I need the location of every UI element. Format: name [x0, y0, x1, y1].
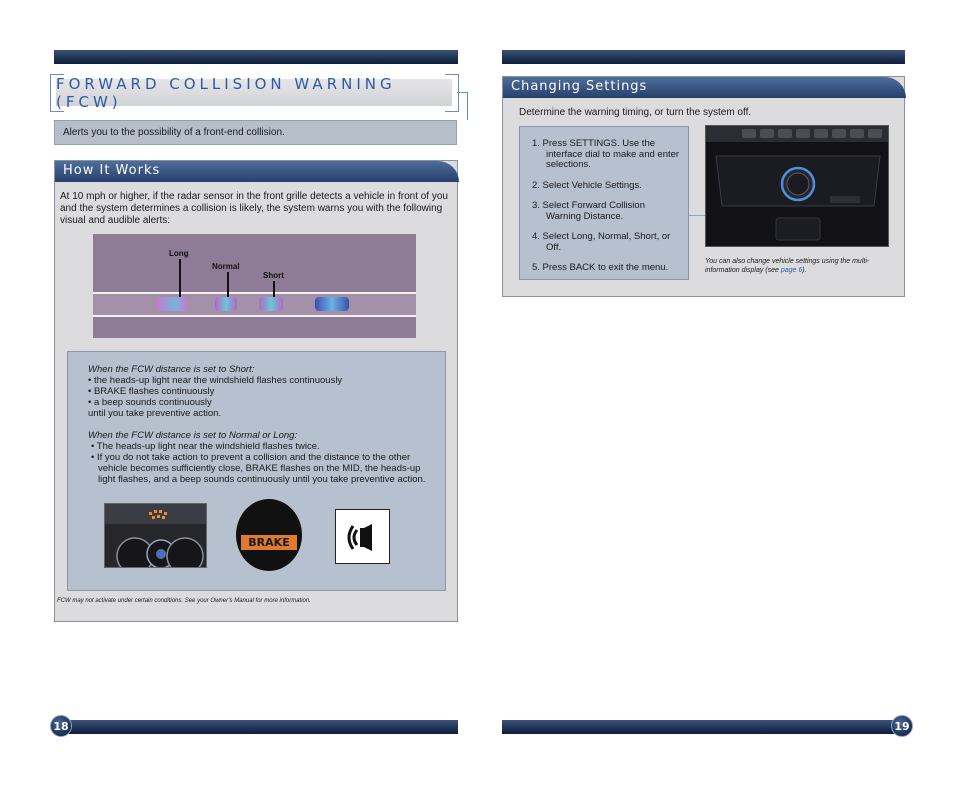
brake-label: BRAKE — [241, 535, 297, 550]
center-console-photo — [705, 125, 889, 247]
speaker-icon — [335, 509, 390, 564]
changing-settings-panel — [502, 76, 905, 297]
caption-page-link[interactable]: page 6 — [780, 267, 803, 274]
steps-list — [532, 139, 680, 274]
changing-settings-intro: Determine the warning timing, or turn the system off. — [519, 107, 752, 118]
fcw-distance-diagram — [93, 234, 416, 338]
car-long-marker — [156, 297, 188, 311]
normal-item: • The heads-up light near the windshield flashes twice. — [91, 441, 320, 452]
alerts-box — [67, 351, 446, 591]
right-page-bottom-bar — [502, 720, 900, 734]
alert-text — [88, 364, 440, 485]
how-it-works-heading: How It Works — [55, 161, 459, 182]
car-short-marker — [259, 297, 283, 311]
intro-banner: Alerts you to the possibility of a front-end collision. — [54, 120, 457, 145]
footnote: FCW may not activate under certain conditions. See your Owner’s Manual for more information. — [57, 598, 311, 604]
normal-item: • If you do not take action to prevent a collision and the distance to the other vehicle becomes sufficiently close, BRAKE flashes on the MID, the heads-up light flashes, and a beep sounds continuously until you take preventive action. — [91, 452, 426, 485]
label-normal: Normal — [212, 262, 240, 271]
brake-warning-indicator — [236, 499, 302, 571]
short-item: • BRAKE flashes continuously — [88, 386, 215, 397]
dashboard-illustration — [105, 504, 207, 568]
short-item: • the heads-up light near the windshield flashes continuously — [88, 375, 343, 386]
line-long — [179, 259, 181, 297]
left-page-bottom-bar — [58, 720, 458, 734]
short-tail: until you take preventive action. — [88, 408, 222, 419]
console-caption — [705, 257, 895, 275]
short-heading: When the FCW distance is set to Short: — [88, 364, 255, 375]
step-item: 3. Select Forward Collision Warning Distance. — [532, 200, 645, 222]
caption-text: You can also change vehicle settings using the multi-information display (see — [705, 258, 870, 274]
beep-sound-icon — [336, 510, 391, 565]
car-normal-marker — [215, 297, 237, 311]
line-normal — [227, 272, 229, 297]
lead-vehicle — [315, 297, 349, 311]
caption-text-end: ). — [802, 267, 807, 274]
short-item: • a beep sounds continuously — [88, 397, 212, 408]
step-item: 1. Press SETTINGS. Use the interface dial to make and enter selections. — [532, 138, 680, 170]
step-item: 2. Select Vehicle Settings. — [532, 179, 642, 191]
title-connector-line — [457, 92, 468, 120]
step-item: 5. Press BACK to exit the menu. — [532, 262, 669, 273]
right-page-top-bar — [502, 50, 905, 64]
page-number-left: 18 — [50, 715, 72, 737]
left-page-top-bar — [54, 50, 458, 64]
page-title-box — [56, 74, 452, 111]
steps-box — [519, 126, 689, 280]
normal-heading: When the FCW distance is set to Normal or Long: — [88, 430, 298, 441]
label-short: Short — [263, 271, 284, 280]
line-short — [273, 281, 275, 297]
page-title: FORWARD COLLISION WARNING (FCW) — [56, 74, 396, 111]
step-item: 4. Select Long, Normal, Short, or Off. — [532, 231, 671, 253]
label-long: Long — [169, 249, 189, 258]
road-lane — [93, 292, 416, 317]
how-it-works-panel — [54, 160, 458, 622]
console-illustration — [706, 126, 889, 247]
changing-settings-heading: Changing Settings — [503, 77, 906, 98]
how-it-works-intro: At 10 mph or higher, if the radar sensor in the front grille detects a vehicle in front of you and the system determines a collision is likely, the system warns you with the following visual and audible alerts: — [60, 191, 448, 226]
dashboard-heads-up-photo — [104, 503, 207, 568]
page-number-right: 19 — [891, 715, 913, 737]
